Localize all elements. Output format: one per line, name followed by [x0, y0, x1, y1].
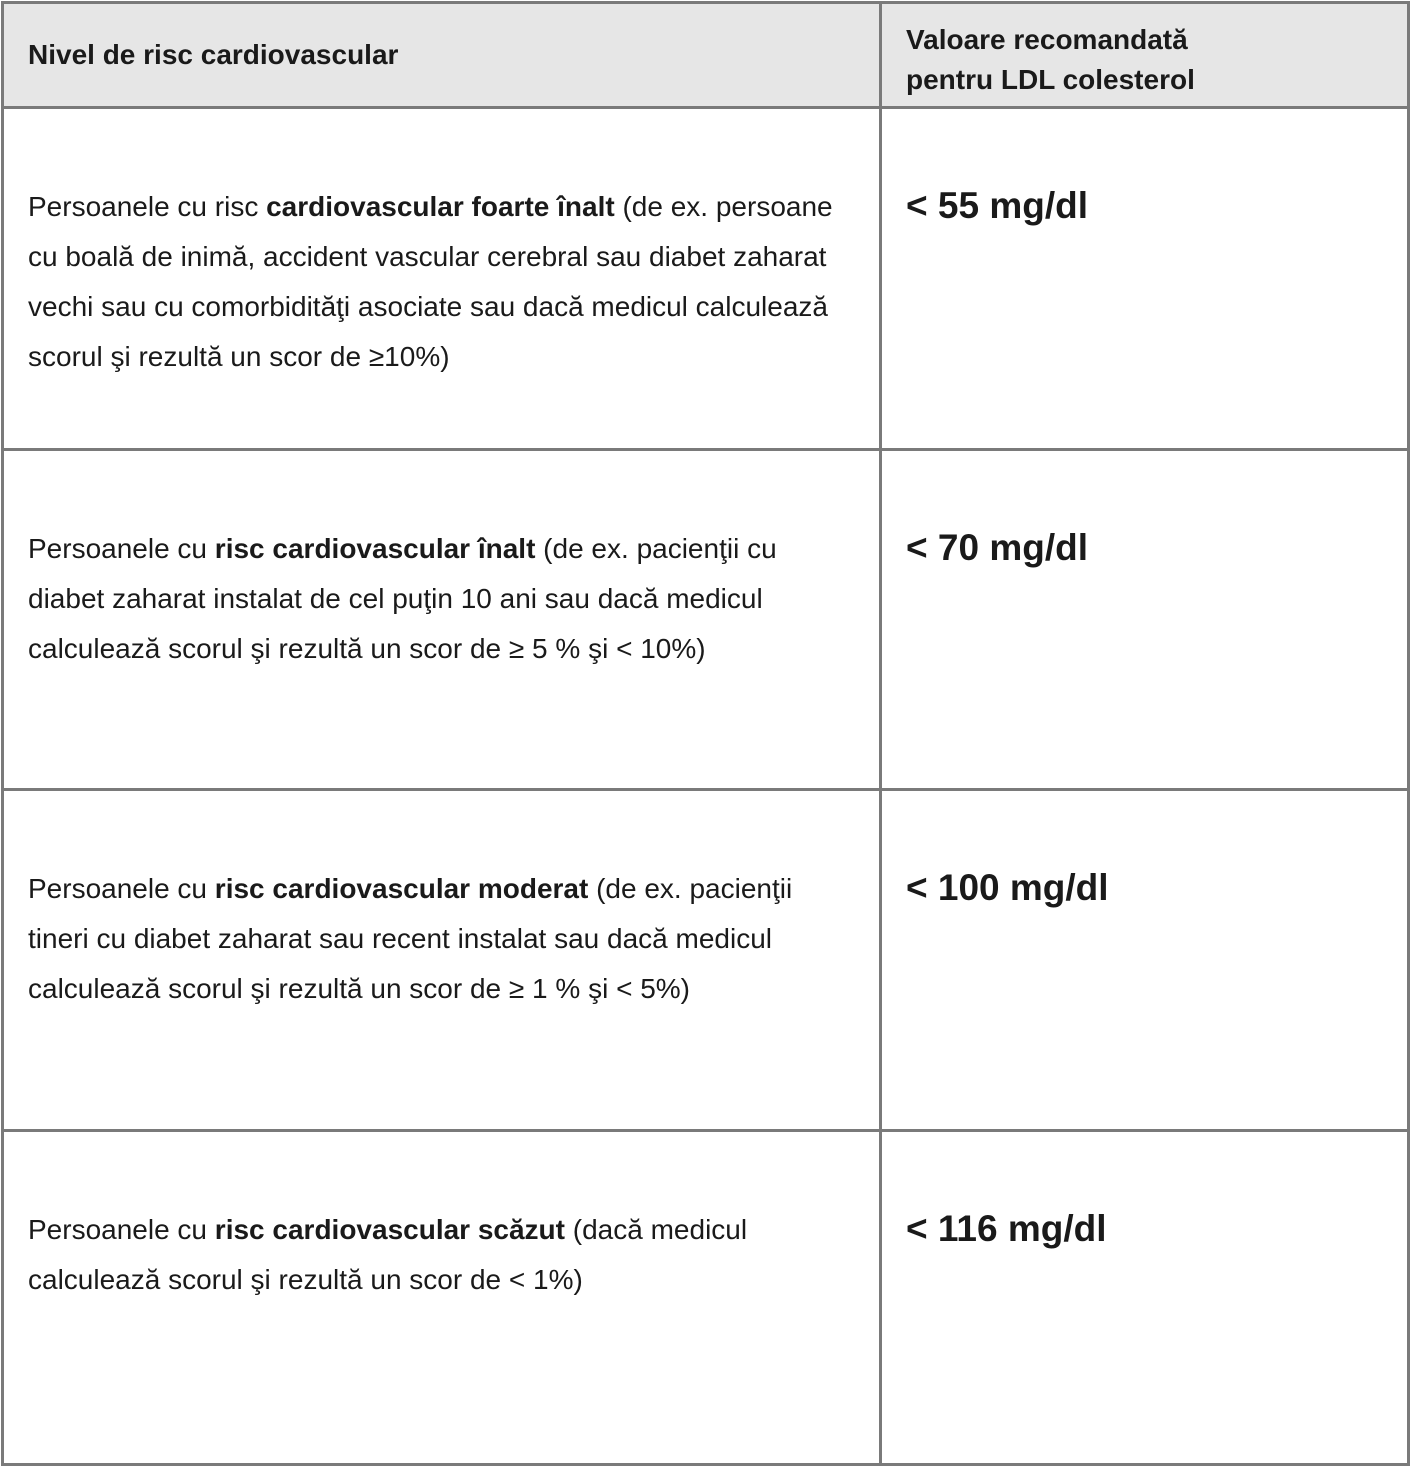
risk-description: Persoanele cu risc cardiovascular moderat (de ex. pacienţii tineri cu diabet zaharat sau recent instalat sau dacă medicul calculează scorul şi rezultă un scor de ≥ 1 % şi < 5%): [28, 873, 793, 1004]
table-row: [4, 791, 1407, 1132]
header-ldl-value-line1: Valoare recomandată: [906, 24, 1188, 55]
ldl-value-cell: [882, 109, 1407, 448]
header-ldl-value-line2: pentru LDL colesterol: [906, 64, 1195, 95]
ldl-value-cell: [882, 451, 1407, 788]
ldl-value-cell: [882, 791, 1407, 1129]
risk-level-emphasis: cardiovascular foarte înalt: [266, 191, 615, 222]
risk-description-cell: [4, 791, 882, 1129]
risk-level-emphasis: risc cardiovascular moderat: [214, 873, 589, 904]
risk-description-cell: [4, 451, 882, 788]
ldl-target-value: < 116 mg/dl: [906, 1208, 1107, 1249]
risk-description: Persoanele cu risc cardiovascular foarte înalt (de ex. persoane cu boală de inimă, accident vascular cerebral sau diabet zaharat vechi sau cu comorbidităţi asociate sau dacă medicul calculează scorul şi rezultă un scor de ≥10%): [28, 191, 833, 372]
header-risk-level-label: Nivel de risc cardiovascular: [28, 39, 399, 70]
ldl-target-value: < 55 mg/dl: [906, 185, 1088, 226]
table-row: [4, 109, 1407, 451]
risk-description-cell: [4, 1132, 882, 1463]
ldl-target-value: < 100 mg/dl: [906, 867, 1109, 908]
risk-level-emphasis: risc cardiovascular scăzut: [214, 1214, 565, 1245]
risk-description: Persoanele cu risc cardiovascular înalt (de ex. pacienţii cu diabet zaharat instalat de cel puţin 10 ani sau dacă medicul calculează scorul şi rezultă un scor de ≥ 5 % şi < 10%): [28, 533, 777, 664]
table-row: [4, 451, 1407, 791]
table-row: [4, 1132, 1407, 1463]
header-ldl-value: [882, 4, 1407, 106]
risk-level-emphasis: risc cardiovascular înalt: [214, 533, 536, 564]
ldl-value-cell: [882, 1132, 1407, 1463]
risk-description: Persoanele cu risc cardiovascular scăzut (dacă medicul calculează scorul şi rezultă un scor de < 1%): [28, 1214, 748, 1295]
ldl-target-table: [1, 1, 1410, 1466]
ldl-target-value: < 70 mg/dl: [906, 527, 1088, 568]
header-risk-level: [4, 4, 882, 106]
risk-description-cell: [4, 109, 882, 448]
table-header-row: [4, 4, 1407, 109]
